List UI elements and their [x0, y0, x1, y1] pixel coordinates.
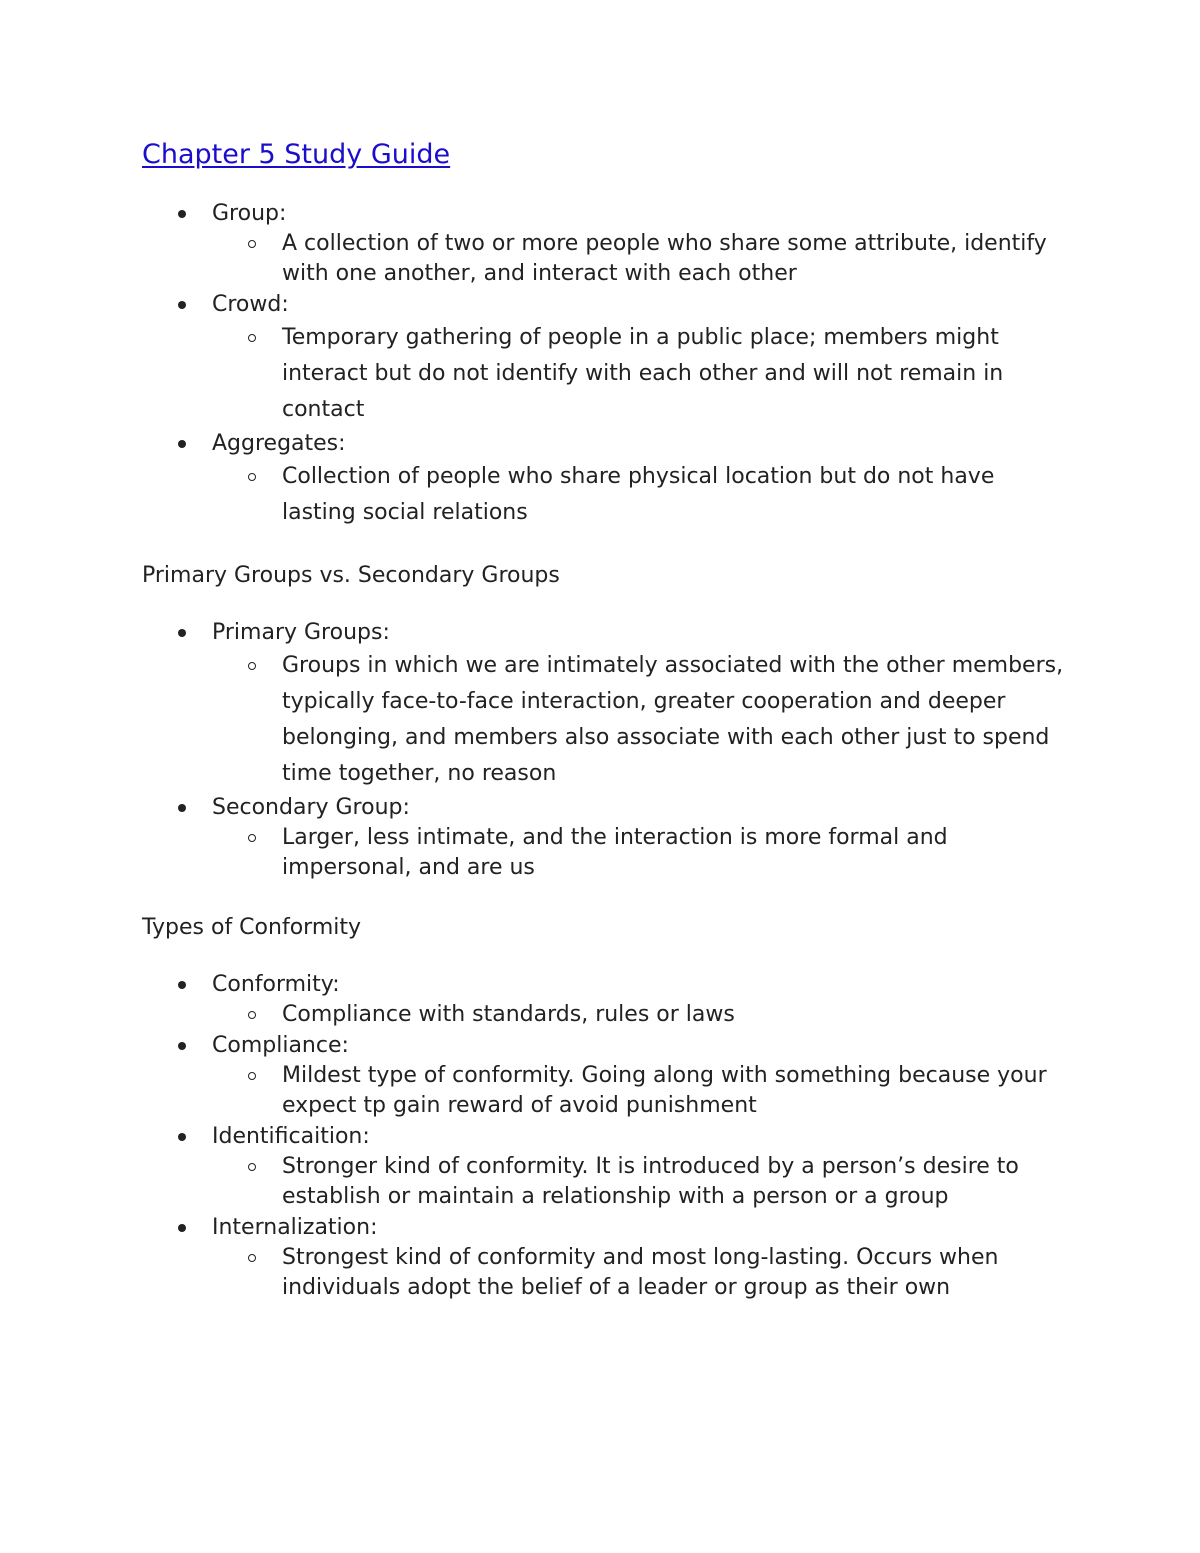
term-compliance: Compliance: [212, 1033, 349, 1058]
definitions-list-groups [142, 617, 1072, 883]
definition-secondary-group: Larger, less intimate, and the interaction is more formal and impersonal, and are us [282, 825, 948, 880]
term-secondary-group: Secondary Group: [212, 795, 410, 820]
list-item [212, 1030, 1072, 1121]
bullet-icon [178, 629, 186, 637]
list-item [212, 289, 1072, 428]
circle-bullet-icon [248, 240, 256, 248]
definitions-list-basic [142, 198, 1072, 531]
sub-list [212, 1061, 1072, 1121]
term-crowd: Crowd: [212, 292, 289, 317]
section-heading-primary-secondary: Primary Groups vs. Secondary Groups [142, 563, 560, 588]
list-item [282, 823, 1072, 883]
list-item [212, 792, 1072, 883]
sub-list [212, 648, 1072, 792]
sub-list [212, 459, 1072, 531]
definition-group: A collection of two or more people who share some attribute, identify with one another, and interact with each other [282, 231, 1047, 286]
term-conformity: Conformity: [212, 972, 340, 997]
definitions-list-conformity [142, 969, 1072, 1303]
list-item [282, 1000, 1072, 1030]
list-item [212, 617, 1072, 792]
term-aggregates: Aggregates: [212, 431, 346, 456]
sub-list [212, 1000, 1072, 1030]
bullet-icon [178, 210, 186, 218]
list-item [282, 648, 1072, 792]
definition-compliance: Mildest type of conformity. Going along with something because your expect tp gain reward of avoid punishment [282, 1063, 1047, 1118]
list-item [212, 969, 1072, 1030]
list-item [282, 320, 1072, 428]
circle-bullet-icon [248, 662, 256, 670]
document-page [142, 138, 1072, 1303]
circle-bullet-icon [248, 473, 256, 481]
circle-bullet-icon [248, 1072, 256, 1080]
definition-identification: Stronger kind of conformity. It is introduced by a person’s desire to establish or maintain a relationship with a person or a group [282, 1154, 1019, 1209]
circle-bullet-icon [248, 834, 256, 842]
list-item [212, 1212, 1072, 1303]
bullet-icon [178, 1224, 186, 1232]
sub-list [212, 823, 1072, 883]
definition-primary-groups: Groups in which we are intimately associated with the other members, typically face-to-face interaction, greater cooperation and deeper belonging, and members also associate with each other just to spend time together, no reason [282, 653, 1064, 786]
definition-crowd: Temporary gathering of people in a public place; members might interact but do not identify with each other and will not remain in contact [282, 325, 1004, 422]
list-item [282, 1243, 1072, 1303]
term-primary-groups: Primary Groups: [212, 620, 390, 645]
bullet-icon [178, 440, 186, 448]
term-group: Group: [212, 201, 287, 226]
list-item [282, 1152, 1072, 1212]
circle-bullet-icon [248, 334, 256, 342]
sub-list [212, 320, 1072, 428]
circle-bullet-icon [248, 1254, 256, 1262]
circle-bullet-icon [248, 1163, 256, 1171]
bullet-icon [178, 301, 186, 309]
bullet-icon [178, 804, 186, 812]
list-item [212, 428, 1072, 531]
bullet-icon [178, 1133, 186, 1141]
term-identification: Identificaition: [212, 1124, 370, 1149]
term-internalization: Internalization: [212, 1215, 378, 1240]
list-item [282, 459, 1072, 531]
section-heading-conformity: Types of Conformity [142, 915, 362, 940]
circle-bullet-icon [248, 1011, 256, 1019]
sub-list [212, 1152, 1072, 1212]
list-item [212, 198, 1072, 289]
document-title[interactable]: Chapter 5 Study Guide [142, 139, 451, 170]
list-item [212, 1121, 1072, 1212]
definition-internalization: Strongest kind of conformity and most long-lasting. Occurs when individuals adopt the belief of a leader or group as their own [282, 1245, 999, 1300]
sub-list [212, 229, 1072, 289]
definition-conformity: Compliance with standards, rules or laws [282, 1002, 735, 1027]
bullet-icon [178, 1042, 186, 1050]
list-item [282, 1061, 1072, 1121]
definition-aggregates: Collection of people who share physical location but do not have lasting social relations [282, 464, 995, 525]
list-item [282, 229, 1072, 289]
bullet-icon [178, 981, 186, 989]
sub-list [212, 1243, 1072, 1303]
